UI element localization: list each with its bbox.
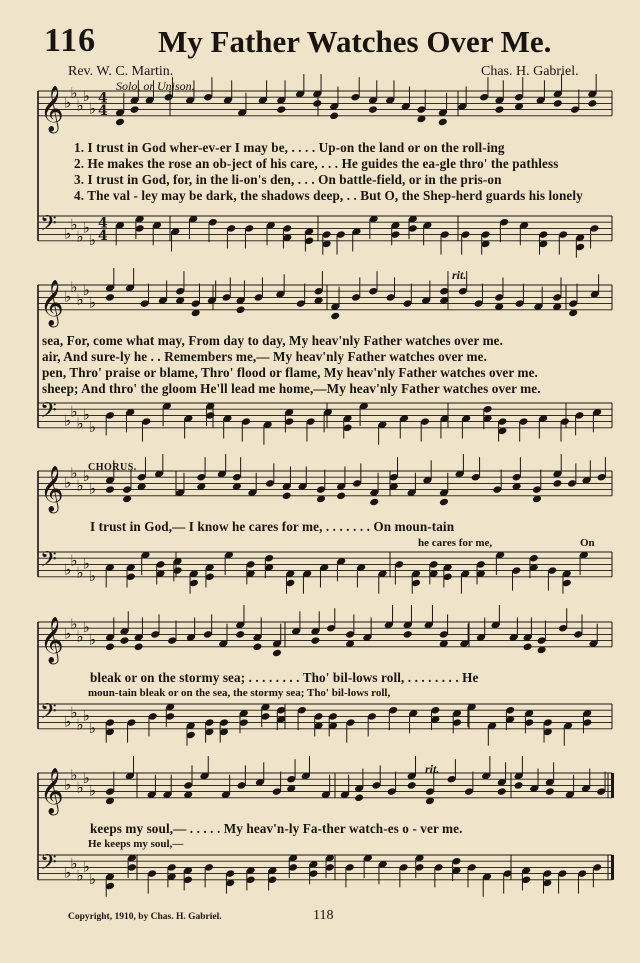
chorus-line-1-echo-b: On	[580, 537, 595, 549]
flat-sign: ♭	[88, 99, 96, 118]
note-head	[235, 630, 245, 639]
bass-clef: 𝄢	[40, 211, 57, 242]
treble-clef: 𝄞	[40, 279, 64, 326]
flat-sign: ♭	[70, 215, 78, 234]
chorus-line-1: I trust in God,— I know he cares for me, . . . . . . . On moun-tain	[90, 519, 455, 534]
note-head	[354, 793, 364, 802]
flat-sign: ♭	[88, 293, 96, 312]
final-barline	[611, 855, 614, 880]
note-head	[369, 498, 379, 507]
page-number: 118	[313, 908, 334, 923]
flat-sign: ♭	[64, 473, 72, 492]
note-head	[523, 642, 533, 651]
flat-sign: ♭	[70, 551, 78, 570]
treble-clef: 𝄞	[40, 616, 64, 663]
verse-1-line-b: sea, For, come what may, From day to day, My heav'nly Father watches over me.	[42, 333, 504, 348]
bass-clef: 𝄢	[40, 850, 57, 881]
note-head	[330, 312, 340, 321]
flat-sign: ♭	[70, 278, 78, 297]
flat-sign: ♭	[70, 402, 78, 421]
note-head	[587, 99, 597, 108]
note-head	[403, 630, 413, 639]
time-signature: 4	[98, 227, 108, 244]
flat-sign: ♭	[82, 857, 90, 876]
flat-sign: ♭	[64, 224, 72, 243]
flat-sign: ♭	[64, 411, 72, 430]
hymn-title: My Father Watches Over Me.	[158, 24, 552, 59]
flat-sign: ♭	[64, 93, 72, 112]
time-signature: 4	[98, 90, 108, 107]
treble-clef: 𝄞	[40, 465, 64, 512]
bass-clef: 𝄢	[40, 699, 57, 730]
note-head	[552, 479, 562, 488]
flat-sign: ♭	[64, 863, 72, 882]
note-head	[105, 485, 115, 494]
verse-4-line-b: sheep; And thro' the gloom He'll lead me home,—My heav'nly Father watches over me.	[42, 381, 541, 396]
flat-sign: ♭	[76, 715, 84, 734]
time-signature: 4	[98, 215, 108, 232]
note-head	[310, 636, 320, 645]
flat-sign: ♭	[88, 869, 96, 888]
note-head	[252, 642, 262, 651]
flat-sign: ♭	[76, 866, 84, 885]
note-head	[105, 293, 115, 302]
flat-sign: ♭	[82, 706, 90, 725]
flat-sign: ♭	[88, 630, 96, 649]
flat-sign: ♭	[64, 287, 72, 306]
final-barline	[611, 773, 614, 798]
flat-sign: ♭	[88, 718, 96, 737]
flat-sign: ♭	[70, 615, 78, 634]
note-head	[282, 491, 292, 500]
bass-clef: 𝄢	[40, 547, 57, 578]
chorus-label: CHORUS.	[88, 462, 137, 473]
flat-sign: ♭	[88, 417, 96, 436]
flat-sign: ♭	[76, 476, 84, 495]
note-head	[514, 781, 524, 790]
note-head	[134, 642, 144, 651]
note-head	[545, 787, 555, 796]
chorus-line-1-echo-a: he cares for me,	[418, 537, 493, 549]
flat-sign: ♭	[82, 618, 90, 637]
flat-sign: ♭	[64, 775, 72, 794]
note-head	[276, 105, 286, 114]
note-head	[407, 781, 417, 790]
note-head	[439, 498, 449, 507]
time-signature: 4	[98, 102, 108, 119]
ritardando-mark: rit.	[452, 268, 467, 282]
flat-sign: ♭	[64, 624, 72, 643]
flat-sign: ♭	[70, 854, 78, 873]
flat-sign: ♭	[76, 627, 84, 646]
verse-4-line-a: 4. The val - ley may be dark, the shadows deep, . . But O, the Shep-herd guards his lonely	[74, 188, 583, 203]
note-head	[329, 111, 339, 120]
note-head	[130, 105, 140, 114]
flat-sign: ♭	[82, 87, 90, 106]
verse-2-line-b: air, And sure-ly he . . Remembers me,— My heav'nly Father watches over me.	[42, 349, 487, 364]
verse-2-line-a: 2. He makes the rose an ob-ject of his care, . . . He guides the ea-gle thro' the pathless	[74, 156, 559, 171]
note-head	[336, 491, 346, 500]
note-head	[119, 636, 129, 645]
flat-sign: ♭	[82, 554, 90, 573]
note-head	[438, 118, 448, 127]
flat-sign: ♭	[76, 290, 84, 309]
note-head	[115, 118, 125, 127]
treble-clef: 𝄞	[40, 767, 64, 814]
flat-sign: ♭	[82, 467, 90, 486]
note-head	[105, 642, 115, 651]
note-head	[497, 787, 507, 796]
note-head	[368, 105, 378, 114]
flat-sign: ♭	[76, 227, 84, 246]
chorus-line-2-echo: moun-tain bleak or on the sea, the stormy sea; Tho' bil-lows roll,	[88, 687, 391, 699]
ritardando-mark: rit.	[425, 762, 440, 776]
flat-sign: ♭	[76, 96, 84, 115]
flat-sign: ♭	[76, 778, 84, 797]
bass-clef: 𝄢	[40, 398, 57, 429]
note-head	[312, 99, 322, 108]
flat-sign: ♭	[82, 281, 90, 300]
note-head	[272, 649, 282, 658]
flat-sign: ♭	[70, 703, 78, 722]
flat-sign: ♭	[88, 479, 96, 498]
performance-note: Solo, or Unison.	[116, 79, 195, 93]
flat-sign: ♭	[70, 464, 78, 483]
flat-sign: ♭	[82, 405, 90, 424]
verse-1-line-a: 1. I trust in God wher-ev-er I may be, . . . . Up-on the land or on the roll-ing	[74, 140, 505, 155]
flat-sign: ♭	[88, 566, 96, 585]
verse-3-line-a: 3. I trust in God, for, in the li-on's den, . . . On battle-field, or in the pris-on	[74, 172, 502, 187]
flat-sign: ♭	[70, 766, 78, 785]
note-head	[553, 99, 563, 108]
hymn-number: 116	[44, 22, 97, 59]
treble-clef: 𝄞	[40, 85, 64, 132]
author-credit: Rev. W. C. Martin.	[68, 64, 174, 79]
chorus-line-3: keeps my soul,— . . . . . My heav'n-ly Fa-ther watch-es o - ver me.	[90, 821, 463, 836]
chorus-line-2: bleak or on the stormy sea; . . . . . . . . Tho' bil-lows roll, . . . . . . . . He	[90, 670, 479, 685]
flat-sign: ♭	[70, 84, 78, 103]
note-head	[494, 105, 504, 114]
flat-sign: ♭	[88, 781, 96, 800]
flat-sign: ♭	[64, 560, 72, 579]
flat-sign: ♭	[82, 769, 90, 788]
flat-sign: ♭	[88, 230, 96, 249]
flat-sign: ♭	[64, 712, 72, 731]
flat-sign: ♭	[76, 414, 84, 433]
verse-3-line-b: pen, Thro' praise or blame, Thro' flood or flame, My heav'nly Father watches over me.	[42, 365, 538, 380]
copyright-notice: Copyright, 1910, by Chas. H. Gabriel.	[68, 912, 222, 922]
note-head	[236, 305, 246, 314]
flat-sign: ♭	[82, 218, 90, 237]
chorus-line-3-echo: He keeps my soul,—	[88, 838, 184, 850]
flat-sign: ♭	[76, 563, 84, 582]
composer-credit: Chas. H. Gabriel.	[481, 64, 579, 79]
